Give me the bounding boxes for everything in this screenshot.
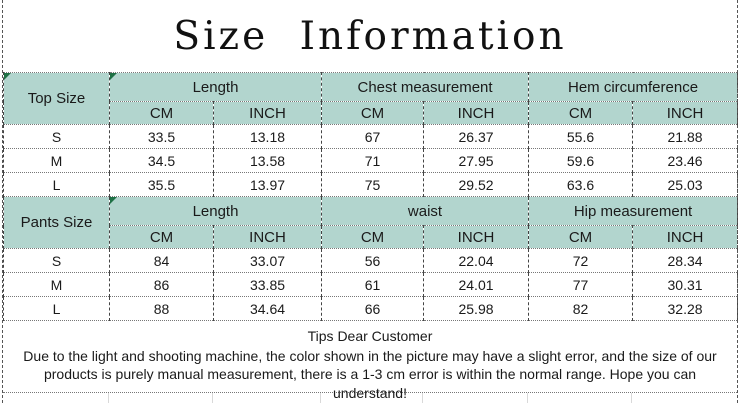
measurement-value: 33.5 — [110, 125, 214, 149]
measurement-value: 56 — [322, 249, 424, 273]
tips-heading: Tips Dear Customer — [307, 328, 433, 344]
unit-header: CM — [110, 226, 214, 249]
measurement-value: 66 — [322, 297, 424, 321]
section-label-top-size — [4, 73, 110, 125]
measurement-value: 13.58 — [214, 149, 322, 173]
measurement-value: 33.85 — [214, 273, 322, 297]
grid-line — [321, 393, 423, 403]
table-row — [4, 273, 738, 297]
grid-line — [423, 393, 528, 403]
column-header-chest — [322, 73, 529, 102]
measurement-value: 63.6 — [529, 173, 633, 197]
column-header-text: Chest measurement — [357, 78, 493, 96]
page-title: Size Information — [173, 13, 567, 59]
unit-header: CM — [110, 102, 214, 125]
unit-header: INCH — [214, 226, 322, 249]
unit-header: INCH — [633, 102, 738, 125]
measurement-value: 35.5 — [110, 173, 214, 197]
measurement-value: 59.6 — [529, 149, 633, 173]
table-row — [4, 249, 738, 273]
table-row — [4, 197, 738, 226]
table-row — [4, 73, 738, 102]
title-area — [0, 0, 740, 72]
measurement-value: 22.04 — [424, 249, 529, 273]
size-label: S — [4, 249, 110, 273]
measurement-value: 24.01 — [424, 273, 529, 297]
cell-flag-icon — [4, 73, 11, 80]
table-row — [4, 102, 738, 125]
measurement-value: 75 — [322, 173, 424, 197]
column-header-text: Hip measurement — [573, 202, 693, 220]
column-header-length — [110, 73, 322, 102]
size-label: M — [4, 273, 110, 297]
unit-header: CM — [529, 226, 633, 249]
measurement-value: 82 — [529, 297, 633, 321]
size-table — [3, 72, 738, 321]
measurement-value: 26.37 — [424, 125, 529, 149]
size-label: M — [4, 149, 110, 173]
measurement-value: 84 — [110, 249, 214, 273]
measurement-value: 13.18 — [214, 125, 322, 149]
column-header-length — [110, 197, 322, 226]
measurement-value: 27.95 — [424, 149, 529, 173]
column-header-waist — [322, 197, 529, 226]
right-page-dash-border — [737, 0, 738, 403]
grid-line — [528, 393, 632, 403]
tips-section — [3, 321, 737, 401]
unit-header: INCH — [214, 102, 322, 125]
section-label-pants-size — [4, 197, 110, 249]
measurement-value: 32.28 — [633, 297, 738, 321]
measurement-value: 30.31 — [633, 273, 738, 297]
measurement-value: 34.5 — [110, 149, 214, 173]
bottom-grid-strip — [3, 393, 737, 403]
measurement-value: 86 — [110, 273, 214, 297]
measurement-value: 88 — [110, 297, 214, 321]
section-label-text: Pants Size — [20, 214, 93, 231]
measurement-value: 77 — [529, 273, 633, 297]
unit-header: INCH — [633, 226, 738, 249]
cell-flag-icon — [110, 197, 117, 204]
section-label-text: Top Size — [27, 90, 86, 107]
measurement-value: 34.64 — [214, 297, 322, 321]
unit-header: CM — [322, 226, 424, 249]
column-header-text: Hem circumference — [568, 78, 699, 96]
unit-header: INCH — [424, 102, 529, 125]
measurement-value: 25.98 — [424, 297, 529, 321]
unit-header: CM — [322, 102, 424, 125]
table-row — [4, 149, 738, 173]
column-header-text: Length — [192, 202, 239, 220]
tips-body: Due to the light and shooting machine, the color shown in the picture may have a slight error, and the size of our products is purely manual measurement, there is a 1-3 cm error is within the normal range. Hope you can understand! — [23, 348, 717, 401]
measurement-value: 33.07 — [214, 249, 322, 273]
measurement-value: 28.34 — [633, 249, 738, 273]
measurement-value: 25.03 — [633, 173, 738, 197]
column-header-text: waist — [407, 202, 443, 220]
cell-flag-icon — [110, 73, 117, 80]
unit-header: CM — [529, 102, 633, 125]
measurement-value: 67 — [322, 125, 424, 149]
table-row — [4, 226, 738, 249]
measurement-value: 29.52 — [424, 173, 529, 197]
grid-line — [3, 393, 109, 403]
measurement-value: 71 — [322, 149, 424, 173]
measurement-value: 13.97 — [214, 173, 322, 197]
table-row — [4, 297, 738, 321]
measurement-value: 23.46 — [633, 149, 738, 173]
grid-line — [213, 393, 321, 403]
size-label: L — [4, 173, 110, 197]
grid-line — [109, 393, 213, 403]
measurement-value: 21.88 — [633, 125, 738, 149]
column-header-text: Length — [192, 78, 239, 96]
unit-header: INCH — [424, 226, 529, 249]
column-header-hip — [529, 197, 738, 226]
size-label: S — [4, 125, 110, 149]
left-page-dash-border — [2, 0, 3, 403]
measurement-value: 72 — [529, 249, 633, 273]
table-row — [4, 125, 738, 149]
size-label: L — [4, 297, 110, 321]
column-header-hem — [529, 73, 738, 102]
measurement-value: 55.6 — [529, 125, 633, 149]
table-row — [4, 173, 738, 197]
measurement-value: 61 — [322, 273, 424, 297]
